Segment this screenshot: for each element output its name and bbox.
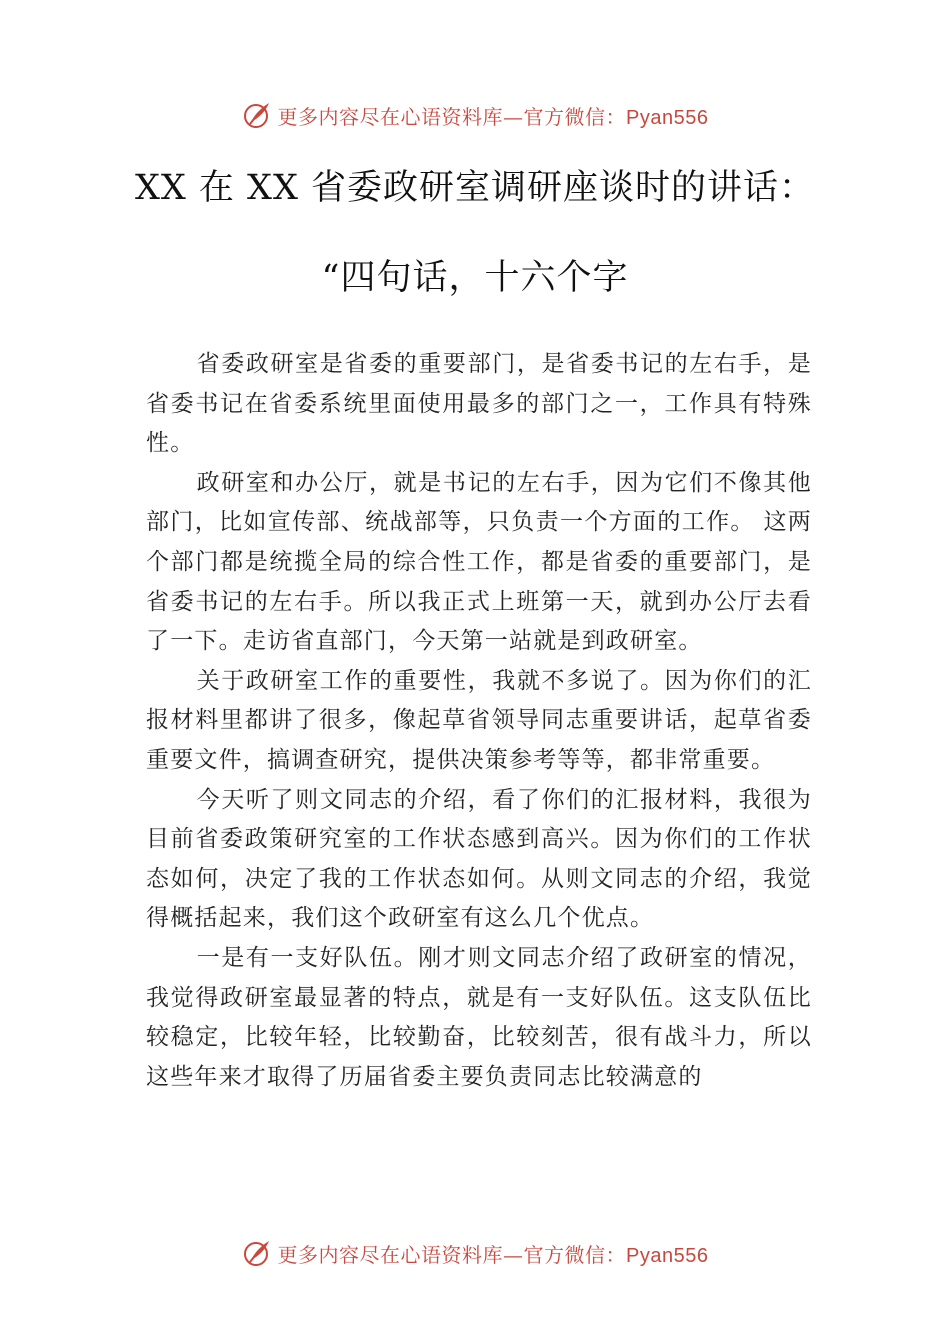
feather-pen-logo-icon xyxy=(242,1238,272,1268)
paragraph-3: 关于政研室工作的重要性，我就不多说了。因为你们的汇报材料里都讲了很多，像起草省领导同志重要讲话，起草省委重要文件，搞调查研究，提供决策参考等等，都非常重要。 xyxy=(146,667,812,773)
banner-slogan: 更多内容尽在心语资料库—官方微信： xyxy=(277,1242,627,1267)
paragraph-2: 政研室和办公厅，就是书记的左右手，因为它们不像其他部门，比如宣传部、统战部等，只负责一个方面的工作。 这两个部门都是统揽全局的综合性工作，都是省委的重要部门，是省委书记的左右手。所以我正式上班第一天，就到办公厅去看了一下。走访省直部门，今天第一站就是到政研室。 xyxy=(146,469,812,655)
paragraph-1: 省委政研室是省委的重要部门，是省委书记的左右手，是省委书记在省委系统里面使用最多的部门之一，工作具有特殊性。 xyxy=(146,351,812,457)
paragraph-5: 一是有一支好队伍。刚才则文同志介绍了政研室的情况，我觉得政研室最显著的特点，就是有一支好队伍。这支队伍比较稳定，比较年轻，比较勤奋，比较刻苦，很有战斗力，所以这些年来才取得了历届省委主要负责同志比较满意的 xyxy=(146,944,812,1090)
document-title-line-2: “四句话，十六个字 xyxy=(321,258,629,298)
footer-banner xyxy=(0,1233,950,1273)
document-body xyxy=(146,345,812,1097)
header-banner xyxy=(0,95,950,135)
banner-text xyxy=(278,1239,709,1268)
banner-text xyxy=(278,101,709,130)
banner-slogan: 更多内容尽在心语资料库—官方微信： xyxy=(277,104,627,129)
wechat-id: Pyan556 xyxy=(626,1244,709,1267)
document-title-line-1: XX 在 XX 省委政研室调研座谈时的讲话： xyxy=(134,168,816,208)
paragraph-4: 今天听了则文同志的介绍，看了你们的汇报材料，我很为目前省委政策研究室的工作状态感到高兴。因为你们的工作状态如何，决定了我的工作状态如何。从则文同志的介绍，我觉得概括起来，我们这个政研室有这么几个优点。 xyxy=(146,786,812,932)
wechat-id: Pyan556 xyxy=(626,106,709,129)
feather-pen-logo-icon xyxy=(242,100,272,130)
